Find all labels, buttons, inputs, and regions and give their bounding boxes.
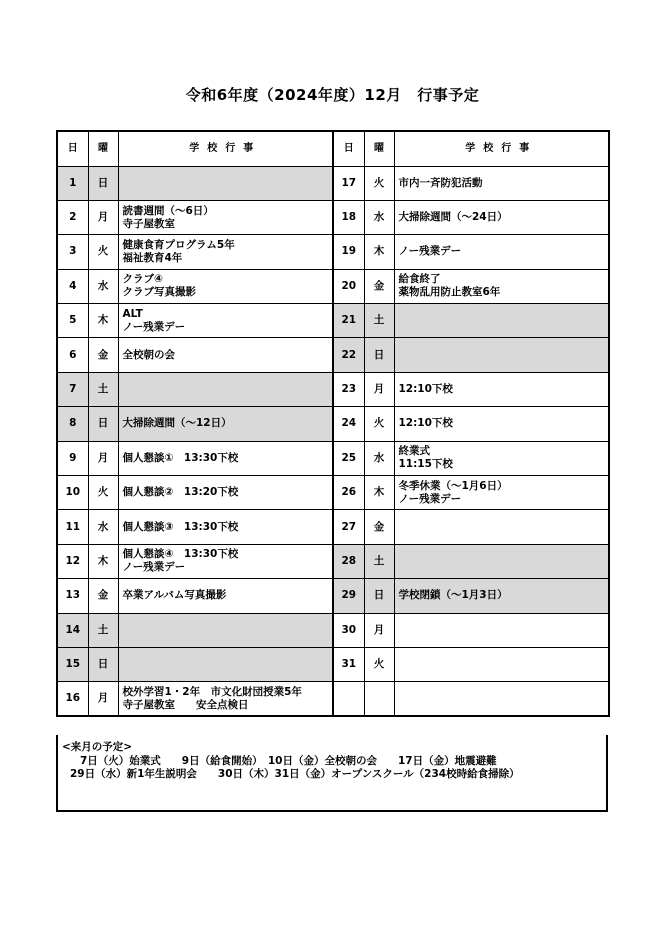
day-cell: 3 bbox=[57, 235, 88, 269]
events-cell bbox=[394, 372, 609, 406]
day-cell: 7 bbox=[57, 372, 88, 406]
day-cell: 15 bbox=[57, 647, 88, 681]
event-text: 寺子屋教室 安全点検日 bbox=[122, 698, 249, 711]
weekday-cell: 月 bbox=[88, 441, 118, 475]
events-cell bbox=[394, 235, 609, 269]
event-text: 卒業アルバム写真撮影 bbox=[122, 589, 227, 602]
page-title: 令和6年度（2024年度）12月 行事予定 bbox=[185, 86, 480, 104]
table-row bbox=[57, 613, 609, 647]
table-row bbox=[57, 372, 609, 406]
event-text: 福祉教育4年 bbox=[122, 251, 183, 264]
event-text: 給食終了 bbox=[398, 273, 441, 286]
day-cell: 13 bbox=[57, 579, 88, 613]
event-text: 健康食育プログラム5年 bbox=[122, 238, 235, 251]
events-cell bbox=[118, 407, 333, 441]
weekday-cell: 水 bbox=[88, 510, 118, 544]
table-row bbox=[57, 476, 609, 510]
day-cell: 11 bbox=[57, 510, 88, 544]
weekday-cell: 土 bbox=[88, 372, 118, 406]
weekday-cell: 日 bbox=[88, 166, 118, 200]
header-weekday: 曜 bbox=[88, 131, 118, 166]
event-text: ALT bbox=[122, 307, 143, 320]
event-text: 12:10下校 bbox=[398, 383, 453, 396]
weekday-cell: 火 bbox=[364, 407, 394, 441]
day-cell: 23 bbox=[333, 372, 364, 406]
weekday-cell: 木 bbox=[364, 235, 394, 269]
day-cell: 26 bbox=[333, 476, 364, 510]
day-cell: 12 bbox=[57, 544, 88, 578]
weekday-cell: 水 bbox=[364, 441, 394, 475]
event-text: 個人懇談④ 13:30下校 bbox=[122, 548, 239, 561]
events-cell bbox=[394, 338, 609, 372]
table-row bbox=[57, 304, 609, 338]
day-cell: 24 bbox=[333, 407, 364, 441]
weekday-cell: 水 bbox=[364, 200, 394, 234]
weekday-cell: 木 bbox=[88, 544, 118, 578]
day-cell: 5 bbox=[57, 304, 88, 338]
header-day: 日 bbox=[57, 131, 88, 166]
table-row bbox=[57, 544, 609, 578]
weekday-cell: 日 bbox=[364, 579, 394, 613]
events-cell bbox=[394, 304, 609, 338]
event-text: 終業式 bbox=[398, 445, 430, 458]
events-cell bbox=[118, 166, 333, 200]
event-text: クラブ④ bbox=[122, 273, 163, 286]
events-cell bbox=[394, 166, 609, 200]
day-cell: 20 bbox=[333, 269, 364, 303]
table-row bbox=[57, 235, 609, 269]
header-events: 学校行事 bbox=[394, 131, 609, 166]
weekday-cell: 日 bbox=[88, 647, 118, 681]
weekday-cell: 土 bbox=[88, 613, 118, 647]
event-text: 冬季休業（～1月6日） bbox=[398, 479, 508, 492]
weekday-cell: 金 bbox=[364, 510, 394, 544]
events-cell bbox=[118, 647, 333, 681]
weekday-cell: 月 bbox=[88, 682, 118, 716]
day-cell: 9 bbox=[57, 441, 88, 475]
weekday-cell: 火 bbox=[364, 647, 394, 681]
day-cell: 30 bbox=[333, 613, 364, 647]
event-text: 校外学習1・2年 市文化財団授業5年 bbox=[122, 685, 302, 698]
event-text: ノー残業デー bbox=[122, 561, 186, 574]
header-row bbox=[57, 131, 609, 166]
day-cell: 17 bbox=[333, 166, 364, 200]
events-cell bbox=[118, 372, 333, 406]
weekday-cell: 日 bbox=[364, 338, 394, 372]
schedule-table bbox=[56, 130, 610, 717]
day-cell: 6 bbox=[57, 338, 88, 372]
next-month-notes bbox=[56, 735, 608, 812]
events-cell bbox=[118, 269, 333, 303]
notes-line: 29日（水）新1年生説明会 30日（木）31日（金）オープンスクール（234校時給食掃除） bbox=[70, 768, 520, 780]
day-cell: 19 bbox=[333, 235, 364, 269]
event-text: 読書週間（～6日） bbox=[122, 204, 214, 217]
event-text: 全校朝の会 bbox=[122, 348, 175, 361]
events-cell bbox=[394, 544, 609, 578]
event-text: ノー残業デー bbox=[398, 245, 462, 258]
weekday-cell: 金 bbox=[364, 269, 394, 303]
weekday-cell: 土 bbox=[364, 304, 394, 338]
table-row bbox=[57, 510, 609, 544]
day-cell: 21 bbox=[333, 304, 364, 338]
events-cell bbox=[394, 510, 609, 544]
events-cell bbox=[118, 613, 333, 647]
events-cell bbox=[118, 476, 333, 510]
event-text: 個人懇談① 13:30下校 bbox=[122, 451, 239, 464]
event-text: 大掃除週間（～12日） bbox=[122, 417, 232, 430]
day-cell: 22 bbox=[333, 338, 364, 372]
weekday-cell: 火 bbox=[364, 166, 394, 200]
day-cell: 10 bbox=[57, 476, 88, 510]
day-cell: 18 bbox=[333, 200, 364, 234]
weekday-cell: 月 bbox=[364, 613, 394, 647]
events-cell bbox=[394, 200, 609, 234]
table-row bbox=[57, 579, 609, 613]
weekday-cell: 土 bbox=[364, 544, 394, 578]
table-row bbox=[57, 200, 609, 234]
day-cell: 8 bbox=[57, 407, 88, 441]
events-cell bbox=[118, 235, 333, 269]
event-text: 11:15下校 bbox=[398, 458, 453, 471]
event-text: 個人懇談③ 13:30下校 bbox=[122, 520, 239, 533]
header-weekday: 曜 bbox=[364, 131, 394, 166]
table-row bbox=[57, 338, 609, 372]
weekday-cell: 金 bbox=[88, 579, 118, 613]
events-cell bbox=[394, 269, 609, 303]
day-cell bbox=[333, 682, 364, 716]
events-cell bbox=[394, 682, 609, 716]
events-cell bbox=[394, 407, 609, 441]
header-day: 日 bbox=[333, 131, 364, 166]
header-events: 学校行事 bbox=[118, 131, 333, 166]
weekday-cell: 日 bbox=[88, 407, 118, 441]
events-cell bbox=[394, 647, 609, 681]
day-cell: 27 bbox=[333, 510, 364, 544]
event-text: ノー残業デー bbox=[122, 320, 186, 333]
notes-line: 7日（火）始業式 9日（給食開始） 10日（金）全校朝の会 17日（金）地震避難 bbox=[80, 754, 497, 767]
day-cell: 31 bbox=[333, 647, 364, 681]
day-cell: 28 bbox=[333, 544, 364, 578]
event-text: 個人懇談② 13:20下校 bbox=[122, 486, 239, 499]
day-cell: 29 bbox=[333, 579, 364, 613]
day-cell: 14 bbox=[57, 613, 88, 647]
events-cell bbox=[118, 579, 333, 613]
events-cell bbox=[118, 544, 333, 578]
events-cell bbox=[118, 338, 333, 372]
event-text: 薬物乱用防止教室6年 bbox=[398, 286, 501, 299]
weekday-cell bbox=[364, 682, 394, 716]
day-cell: 4 bbox=[57, 269, 88, 303]
table-row bbox=[57, 407, 609, 441]
table-row bbox=[57, 269, 609, 303]
weekday-cell: 火 bbox=[88, 235, 118, 269]
event-text: クラブ写真撮影 bbox=[122, 286, 196, 299]
day-cell: 1 bbox=[57, 166, 88, 200]
table-row bbox=[57, 682, 609, 716]
table-row bbox=[57, 166, 609, 200]
events-cell bbox=[394, 441, 609, 475]
weekday-cell: 水 bbox=[88, 269, 118, 303]
events-cell bbox=[394, 579, 609, 613]
event-text: 学校閉鎖（～1月3日） bbox=[398, 589, 508, 602]
table-row bbox=[57, 441, 609, 475]
day-cell: 16 bbox=[57, 682, 88, 716]
events-cell bbox=[118, 510, 333, 544]
weekday-cell: 金 bbox=[88, 338, 118, 372]
weekday-cell: 火 bbox=[88, 476, 118, 510]
weekday-cell: 月 bbox=[364, 372, 394, 406]
weekday-cell: 木 bbox=[364, 476, 394, 510]
event-text: 市内一斉防犯活動 bbox=[398, 176, 483, 189]
day-cell: 2 bbox=[57, 200, 88, 234]
weekday-cell: 木 bbox=[88, 304, 118, 338]
events-cell bbox=[118, 200, 333, 234]
events-cell bbox=[118, 304, 333, 338]
event-text: ノー残業デー bbox=[398, 492, 462, 505]
events-cell bbox=[118, 441, 333, 475]
day-cell: 25 bbox=[333, 441, 364, 475]
events-cell bbox=[394, 613, 609, 647]
event-text: 大掃除週間（～24日） bbox=[398, 211, 508, 224]
notes-heading: <来月の予定> bbox=[62, 741, 133, 753]
table-row bbox=[57, 647, 609, 681]
weekday-cell: 月 bbox=[88, 200, 118, 234]
event-text: 12:10下校 bbox=[398, 417, 453, 430]
event-text: 寺子屋教室 bbox=[122, 217, 175, 230]
events-cell bbox=[118, 682, 333, 716]
events-cell bbox=[394, 476, 609, 510]
